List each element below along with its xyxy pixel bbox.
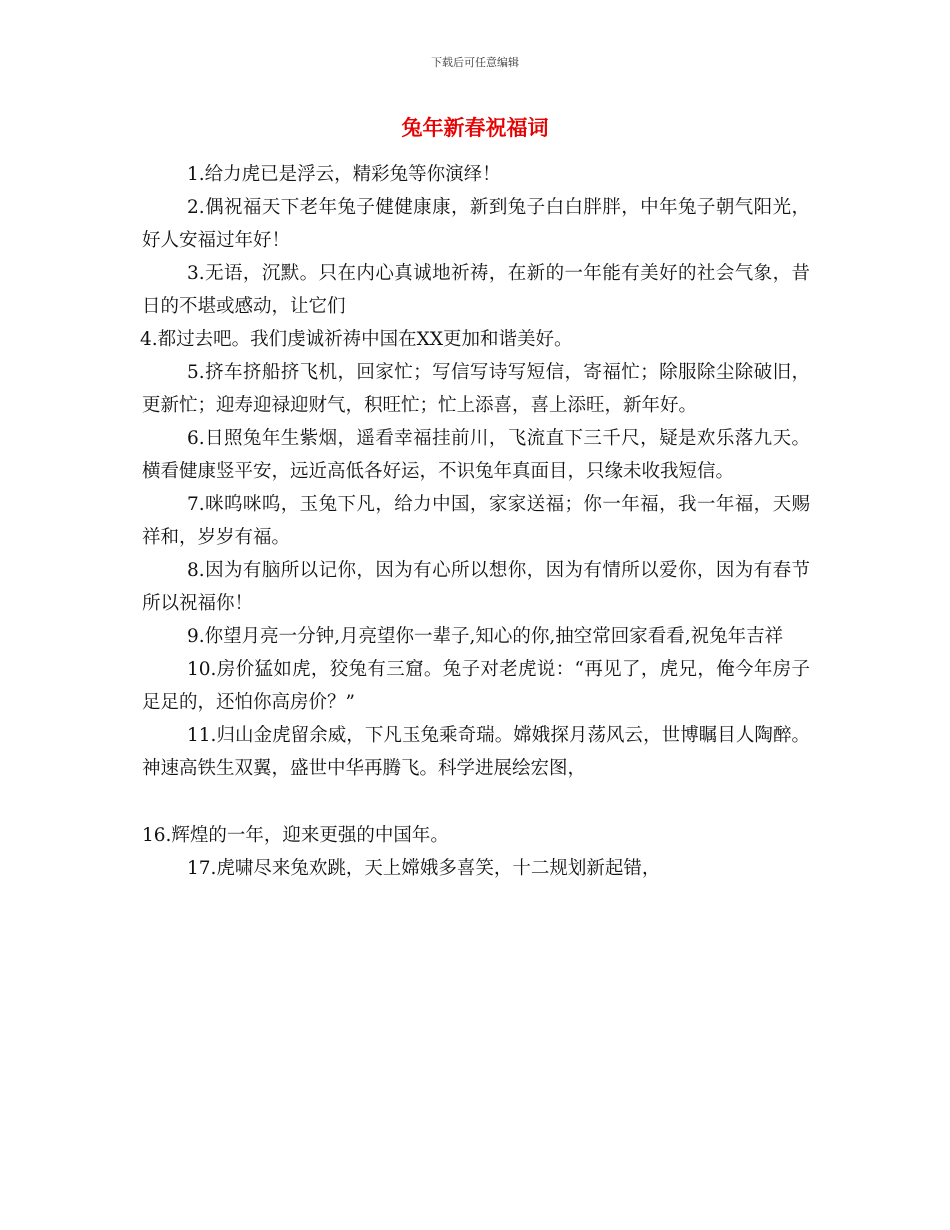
paragraph-3: 3.无语，沉默。只在内心真诚地祈祷，在新的一年能有美好的社会气象，昔日的不堪或感动，让它们 (142, 263, 810, 317)
header-note: 下载后可任意编辑 (431, 56, 519, 69)
document-body (142, 158, 810, 885)
blank-gap (142, 785, 810, 819)
paragraph-10: 10.房价猛如虎，狡兔有三窟。兔子对老虎说：“再见了，虎兄，俺今年房子足足的，还怕你高房价？” (142, 659, 810, 713)
paragraph-9: 9.你望月亮一分钟,月亮望你一辈子,知心的你,抽空常回家看看,祝兔年吉祥 (187, 626, 784, 647)
document-title: 兔年新春祝福词 (401, 116, 549, 140)
paragraph-5: 5.挤车挤船挤飞机，回家忙；写信写诗写短信，寄福忙；除服除尘除破旧，更新忙；迎寿迎禄迎财气，积旺忙；忙上添喜，喜上添旺，新年好。 (142, 362, 810, 416)
paragraph-6: 6.日照兔年生紫烟，遥看幸福挂前川，飞流直下三千尺，疑是欢乐落九天。横看健康竖平安，远近高低各好运，不识兔年真面目，只缘未收我短信。 (142, 428, 810, 482)
paragraph-2: 2.偶祝福天下老年兔子健健康康，新到兔子白白胖胖，中年兔子朝气阳光，好人安福过年好！ (142, 197, 810, 251)
paragraph-1: 1.给力虎已是浮云，精彩兔等你演绎！ (187, 164, 501, 185)
paragraph-8: 8.因为有脑所以记你，因为有心所以想你，因为有情所以爱你，因为有春节所以祝福你！ (142, 560, 810, 614)
paragraph-4: 4.都过去吧。我们虔诚祈祷中国在XX更加和谐美好。 (140, 329, 573, 350)
paragraph-11: 11.归山金虎留余威，下凡玉兔乘奇瑞。嫦娥探月荡风云，世博瞩目人陶醉。神速高铁生双翼，盛世中华再腾飞。科学进展绘宏图， (142, 725, 810, 779)
paragraph-16: 16.辉煌的一年，迎来更强的中国年。 (142, 825, 449, 846)
paragraph-17: 17.虎啸尽来兔欢跳，天上嫦娥多喜笑，十二规划新起错， (187, 858, 661, 879)
paragraph-7: 7.咪呜咪呜，玉兔下凡，给力中国，家家送福；你一年福，我一年福，天赐祥和，岁岁有福。 (142, 494, 810, 548)
